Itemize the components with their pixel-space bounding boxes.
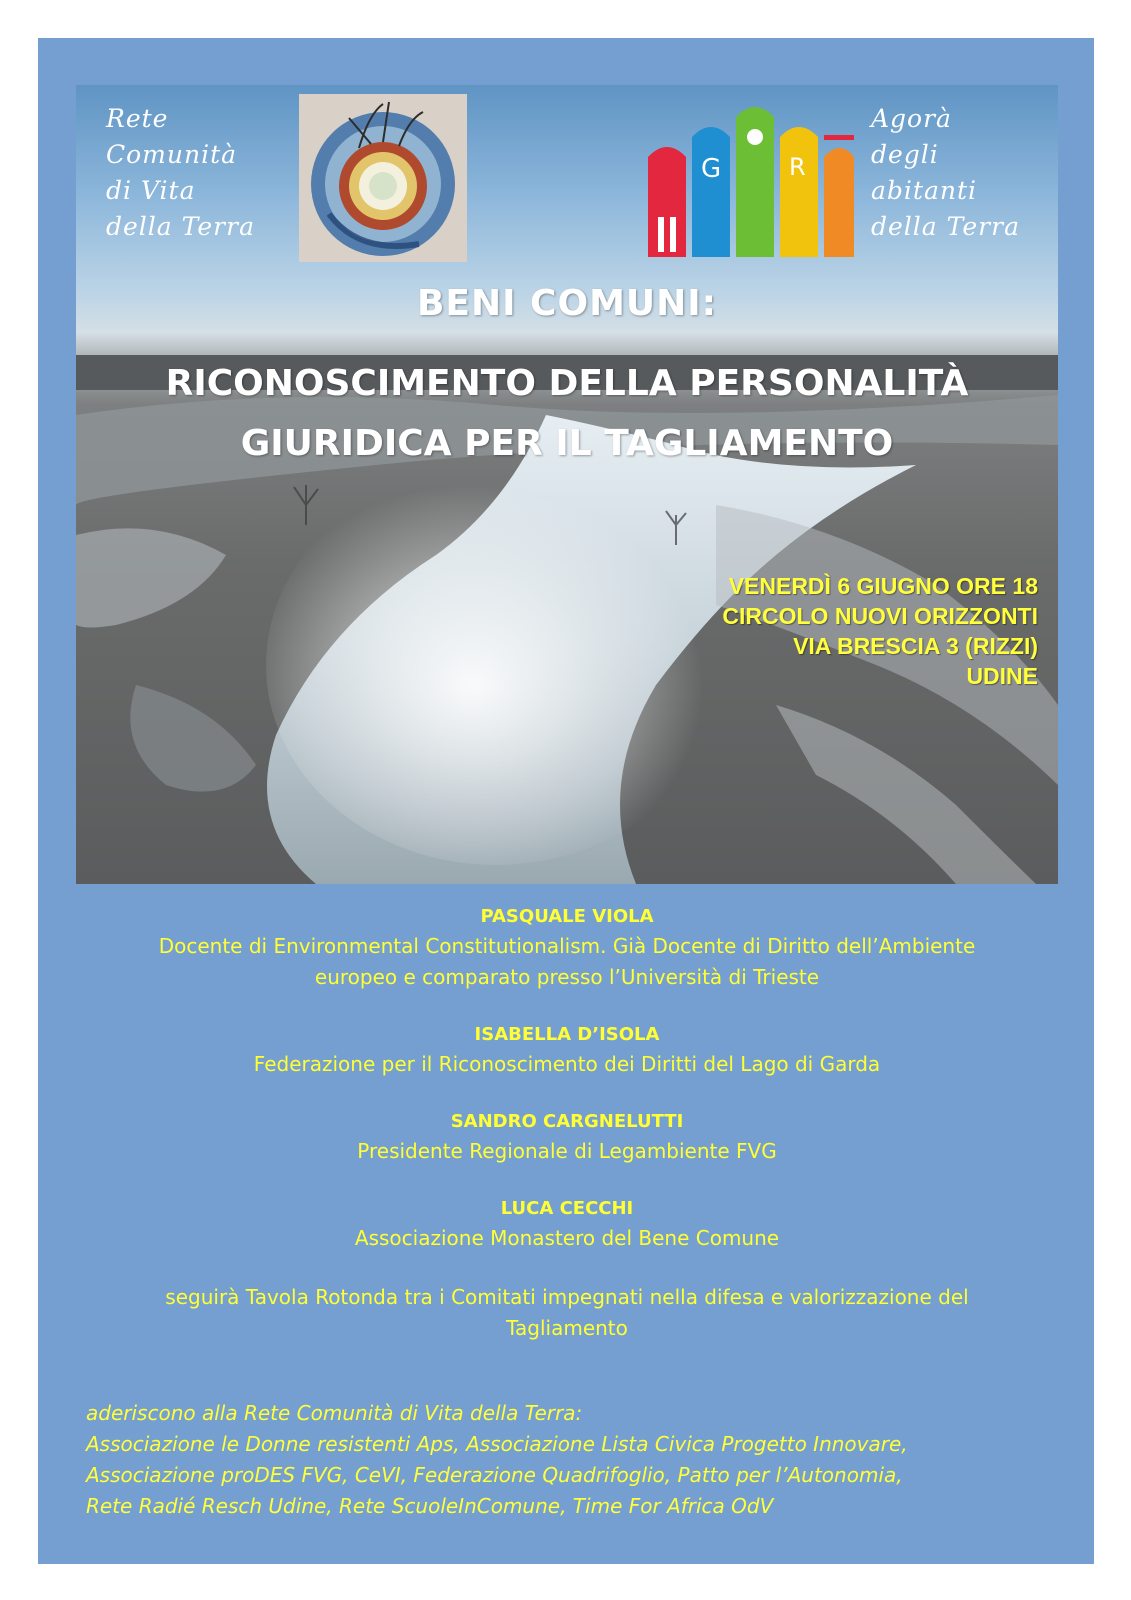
event-date: VENERDÌ 6 GIUGNO ORE 18 xyxy=(728,573,1038,599)
speaker-name: LUCA CECCHI xyxy=(500,1198,634,1219)
right-org-line: abitanti xyxy=(871,176,977,205)
speaker-role: europeo e comparato presso l’Università di Trieste xyxy=(314,965,820,989)
right-org-line: della Terra xyxy=(871,212,1020,241)
speaker-block xyxy=(76,1021,1058,1080)
poster xyxy=(38,38,1094,1564)
left-org-line: Comunità xyxy=(106,140,238,169)
event-venue: CIRCOLO NUOVI ORIZZONTI xyxy=(722,603,1038,629)
roundtable-note xyxy=(76,1282,1058,1344)
right-org-line: degli xyxy=(871,140,939,169)
roundtable-line: Tagliamento xyxy=(506,1316,628,1340)
rete-comunita-text xyxy=(106,101,255,245)
title-beni-comuni: BENI COMUNI: xyxy=(416,283,718,324)
left-org-line: di Vita xyxy=(106,176,196,205)
adherents-line: Rete Radié Resch Udine, Rete ScuoleInComune, Time For Africa OdV xyxy=(86,1494,774,1518)
roundtable-line: seguirà Tavola Rotonda tra i Comitati impegnati nella difesa e valorizzazione del xyxy=(165,1285,969,1309)
speaker-role: Presidente Regionale di Legambiente FVG xyxy=(357,1139,777,1163)
speaker-block xyxy=(76,903,1058,993)
adherents-line: Associazione le Donne resistenti Aps, Associazione Lista Civica Progetto Innovare, xyxy=(86,1432,908,1456)
hero-photo xyxy=(76,85,1058,884)
event-city: UDINE xyxy=(966,663,1038,689)
adherents-line: aderiscono alla Rete Comunità di Vita della Terra: xyxy=(86,1401,583,1425)
speaker-name: ISABELLA D’ISOLA xyxy=(474,1024,660,1045)
svg-text:G: G xyxy=(701,154,722,184)
speaker-name: PASQUALE VIOLA xyxy=(480,906,654,927)
adherents-line: Associazione proDES FVG, CeVI, Federazione Quadrifoglio, Patto per l’Autonomia, xyxy=(86,1463,903,1487)
event-details xyxy=(722,571,1038,691)
adherents-list xyxy=(86,1398,1066,1522)
svg-text:R: R xyxy=(789,153,806,181)
right-org-line: Agorà xyxy=(871,104,952,133)
speaker-block xyxy=(76,1108,1058,1167)
event-address: VIA BRESCIA 3 (RIZZI) xyxy=(793,633,1038,659)
agora-logo xyxy=(646,97,856,257)
speaker-role: Federazione per il Riconoscimento dei Diritti del Lago di Garda xyxy=(253,1052,881,1076)
speaker-block xyxy=(76,1195,1058,1254)
earth-painting-image xyxy=(299,94,467,262)
agora-abitanti-text xyxy=(871,101,1020,245)
left-org-line: Rete xyxy=(106,104,169,133)
speaker-name: SANDRO CARGNELUTTI xyxy=(450,1111,684,1132)
title-riconoscimento: RICONOSCIMENTO DELLA PERSONALITÀ xyxy=(165,363,969,404)
speaker-role: Docente di Environmental Constitutionalism. Già Docente di Diritto dell’Ambiente xyxy=(158,934,976,958)
speakers-section xyxy=(76,903,1058,1344)
speaker-role: Associazione Monastero del Bene Comune xyxy=(354,1226,780,1250)
left-org-line: della Terra xyxy=(106,212,255,241)
title-tagliamento: GIURIDICA PER IL TAGLIAMENTO xyxy=(240,423,894,464)
